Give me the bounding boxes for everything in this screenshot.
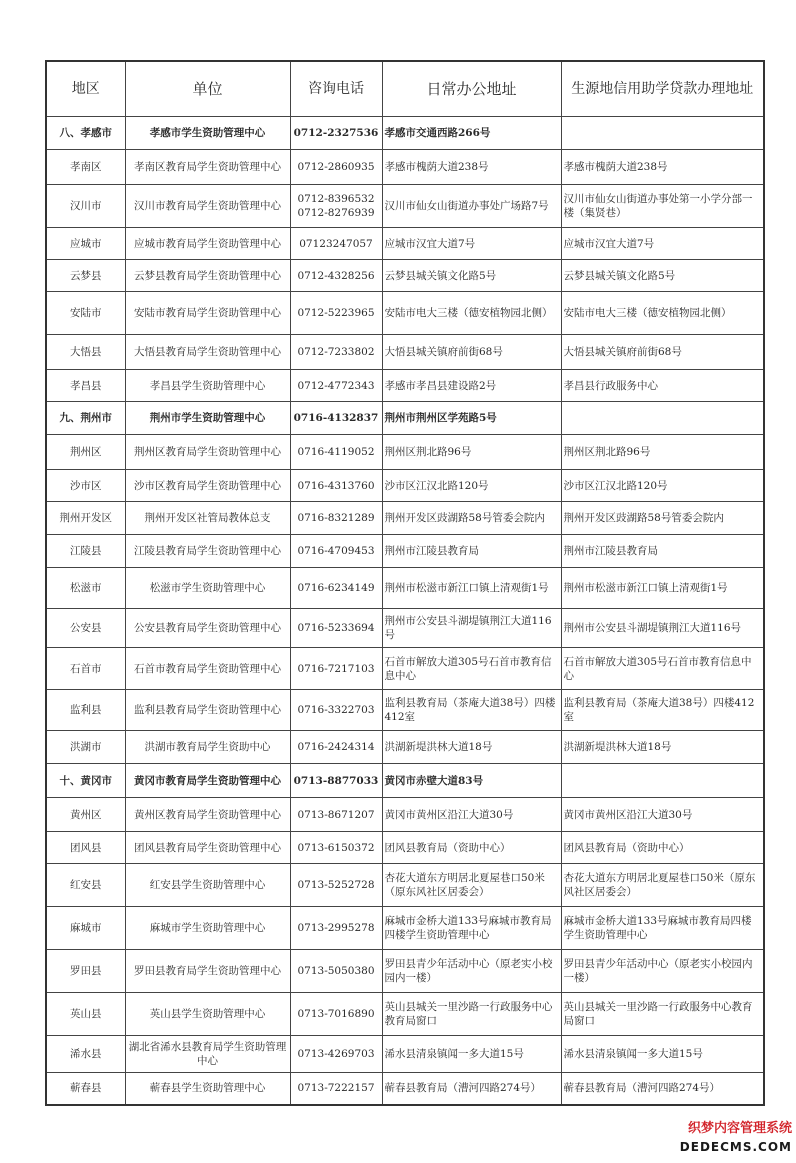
office-address-cell: 孝感市孝昌县建设路2号 [382,370,561,402]
phone-cell: 0716-8321289 [290,502,382,535]
unit-cell: 沙市区教育局学生资助管理中心 [125,470,290,502]
city-row [46,764,764,798]
region-cell: 大悟县 [46,335,125,370]
phone-cell: 0716-4132837 [290,402,382,435]
region-cell: 云梦县 [46,260,125,292]
loan-address-cell: 监利县教育局（茶庵大道38号）四楼412室 [561,690,764,731]
loan-address-cell: 荆州市松滋市新江口镇上清观街1号 [561,568,764,609]
phone-cell: 0713-4269703 [290,1036,382,1073]
phone-cell: 0712-5223965 [290,292,382,335]
loan-address-cell: 安陆市电大三楼（德安植物园北侧） [561,292,764,335]
table-row [46,648,764,690]
table-row [46,993,764,1036]
office-address-cell: 安陆市电大三楼（德安植物园北侧） [382,292,561,335]
unit-cell: 石首市教育局学生资助管理中心 [125,648,290,690]
header-phone: 咨询电话 [290,61,382,117]
unit-cell: 蕲春县学生资助管理中心 [125,1073,290,1105]
region-cell: 罗田县 [46,950,125,993]
office-address-cell: 黄冈市赤壁大道83号 [382,764,561,798]
phone-cell: 0712-8396532 0712-8276939 [290,185,382,228]
unit-cell: 英山县学生资助管理中心 [125,993,290,1036]
table-row [46,260,764,292]
office-address-cell: 大悟县城关镇府前街68号 [382,335,561,370]
office-address-cell: 团风县教育局（资助中心） [382,832,561,864]
unit-cell: 大悟县教育局学生资助管理中心 [125,335,290,370]
loan-address-cell [561,117,764,150]
phone-cell: 0713-7016890 [290,993,382,1036]
loan-address-cell: 云梦县城关镇文化路5号 [561,260,764,292]
region-cell: 蕲春县 [46,1073,125,1105]
phone-cell: 0716-6234149 [290,568,382,609]
table-row [46,690,764,731]
region-cell: 九、荆州市 [46,402,125,435]
region-cell: 洪湖市 [46,731,125,764]
region-cell: 孝南区 [46,150,125,185]
phone-cell: 0712-4328256 [290,260,382,292]
loan-address-cell: 杏花大道东方明居北夏屋巷口50米（原东风社区居委会） [561,864,764,907]
office-address-cell: 罗田县青少年活动中心（原老实小校园内一楼） [382,950,561,993]
unit-cell: 黄冈市教育局学生资助管理中心 [125,764,290,798]
loan-address-cell: 应城市汉宜大道7号 [561,228,764,260]
loan-address-cell: 荆州开发区豉湖路58号管委会院内 [561,502,764,535]
phone-cell: 0716-5233694 [290,609,382,648]
office-address-cell: 沙市区江汉北路120号 [382,470,561,502]
loan-address-cell [561,402,764,435]
office-address-cell: 石首市解放大道305号石首市教育信息中心 [382,648,561,690]
city-row [46,117,764,150]
table-row [46,609,764,648]
region-cell: 安陆市 [46,292,125,335]
table-row [46,950,764,993]
unit-cell: 荆州区教育局学生资助管理中心 [125,435,290,470]
header-unit: 单位 [125,61,290,117]
phone-cell: 0713-2995278 [290,907,382,950]
table-row [46,798,764,832]
loan-address-cell: 浠水县清泉镇闻一多大道15号 [561,1036,764,1073]
region-cell: 黄州区 [46,798,125,832]
office-address-cell: 应城市汉宜大道7号 [382,228,561,260]
unit-cell: 孝南区教育局学生资助管理中心 [125,150,290,185]
loan-address-cell: 团风县教育局（资助中心） [561,832,764,864]
unit-cell: 汉川市教育局学生资助管理中心 [125,185,290,228]
table-row [46,150,764,185]
table-row [46,535,764,568]
region-cell: 红安县 [46,864,125,907]
region-cell: 麻城市 [46,907,125,950]
office-address-cell: 浠水县清泉镇闻一多大道15号 [382,1036,561,1073]
unit-cell: 麻城市学生资助管理中心 [125,907,290,950]
unit-cell: 松滋市学生资助管理中心 [125,568,290,609]
table-row [46,502,764,535]
loan-address-cell: 石首市解放大道305号石首市教育信息中心 [561,648,764,690]
region-cell: 英山县 [46,993,125,1036]
loan-address-cell: 蕲春县教育局（漕河四路274号） [561,1073,764,1105]
region-cell: 十、黄冈市 [46,764,125,798]
table-row [46,864,764,907]
office-address-cell: 汉川市仙女山街道办事处广场路7号 [382,185,561,228]
city-row [46,402,764,435]
phone-cell: 0713-7222157 [290,1073,382,1105]
phone-cell: 0713-5252728 [290,864,382,907]
table-row [46,370,764,402]
table-row [46,731,764,764]
unit-cell: 应城市教育局学生资助管理中心 [125,228,290,260]
region-cell: 荆州区 [46,435,125,470]
office-address-cell: 监利县教育局（茶庵大道38号）四楼412室 [382,690,561,731]
table-row [46,1036,764,1073]
office-address-cell: 蕲春县教育局（漕河四路274号） [382,1073,561,1105]
dedecms-watermark [664,1119,792,1159]
region-cell: 汉川市 [46,185,125,228]
region-cell: 荆州开发区 [46,502,125,535]
unit-cell: 洪湖市教育局学生资助中心 [125,731,290,764]
loan-address-cell: 洪湖新堤洪林大道18号 [561,731,764,764]
unit-cell: 孝感市学生资助管理中心 [125,117,290,150]
table-row [46,435,764,470]
unit-cell: 荆州市学生资助管理中心 [125,402,290,435]
office-address-cell: 杏花大道东方明居北夏屋巷口50米（原东风社区居委会） [382,864,561,907]
loan-address-cell: 荆州市江陵县教育局 [561,535,764,568]
loan-address-cell: 黄冈市黄州区沿江大道30号 [561,798,764,832]
office-address-cell: 荆州开发区豉湖路58号管委会院内 [382,502,561,535]
loan-address-cell: 沙市区江汉北路120号 [561,470,764,502]
unit-cell: 云梦县教育局学生资助管理中心 [125,260,290,292]
office-address-cell: 荆州市荆州区学苑路5号 [382,402,561,435]
phone-cell: 0716-4709453 [290,535,382,568]
office-address-cell: 云梦县城关镇文化路5号 [382,260,561,292]
table-row [46,185,764,228]
office-address-cell: 荆州市公安县斗湖堤镇荆江大道116号 [382,609,561,648]
phone-cell: 0716-4119052 [290,435,382,470]
region-cell: 公安县 [46,609,125,648]
unit-cell: 江陵县教育局学生资助管理中心 [125,535,290,568]
region-cell: 石首市 [46,648,125,690]
phone-cell: 0716-7217103 [290,648,382,690]
header-office-address: 日常办公地址 [382,61,561,117]
office-address-cell: 孝感市槐荫大道238号 [382,150,561,185]
loan-address-cell: 汉川市仙女山街道办事处第一小学分部一楼（集贤巷） [561,185,764,228]
unit-cell: 罗田县教育局学生资助管理中心 [125,950,290,993]
table-row [46,470,764,502]
phone-cell: 0713-8671207 [290,798,382,832]
phone-cell: 0716-4313760 [290,470,382,502]
phone-cell: 0712-4772343 [290,370,382,402]
unit-cell: 红安县学生资助管理中心 [125,864,290,907]
office-address-cell: 荆州市江陵县教育局 [382,535,561,568]
region-cell: 监利县 [46,690,125,731]
loan-address-cell: 荆州区荆北路96号 [561,435,764,470]
table-row [46,335,764,370]
table-row [46,832,764,864]
loan-address-cell: 大悟县城关镇府前街68号 [561,335,764,370]
unit-cell: 荆州开发区社管局教体总支 [125,502,290,535]
office-address-cell: 孝感市交通西路266号 [382,117,561,150]
table-row [46,1073,764,1105]
unit-cell: 安陆市教育局学生资助管理中心 [125,292,290,335]
region-cell: 八、孝感市 [46,117,125,150]
unit-cell: 黄州区教育局学生资助管理中心 [125,798,290,832]
phone-cell: 0716-2424314 [290,731,382,764]
region-cell: 孝昌县 [46,370,125,402]
unit-cell: 监利县教育局学生资助管理中心 [125,690,290,731]
loan-address-cell: 孝感市槐荫大道238号 [561,150,764,185]
phone-cell: 0712-2327536 [290,117,382,150]
header-region: 地区 [46,61,125,117]
table-row [46,292,764,335]
office-address-cell: 英山县城关一里沙路一行政服务中心教育局窗口 [382,993,561,1036]
region-cell: 浠水县 [46,1036,125,1073]
unit-cell: 孝昌县学生资助管理中心 [125,370,290,402]
phone-cell: 0712-2860935 [290,150,382,185]
loan-address-cell: 罗田县青少年活动中心（原老实小校园内一楼） [561,950,764,993]
table-body [46,117,764,1105]
phone-cell: 0713-6150372 [290,832,382,864]
phone-cell: 0713-8877033 [290,764,382,798]
student-aid-contact-table [45,60,765,1106]
region-cell: 江陵县 [46,535,125,568]
table-row [46,568,764,609]
office-address-cell: 荆州市松滋市新江口镇上清观街1号 [382,568,561,609]
phone-cell: 0712-7233802 [290,335,382,370]
phone-cell: 07123247057 [290,228,382,260]
header-loan-address: 生源地信用助学贷款办理地址 [561,61,764,117]
table-row [46,228,764,260]
phone-cell: 0716-3322703 [290,690,382,731]
office-address-cell: 黄冈市黄州区沿江大道30号 [382,798,561,832]
office-address-cell: 麻城市金桥大道133号麻城市教育局四楼学生资助管理中心 [382,907,561,950]
table-row [46,907,764,950]
region-cell: 团风县 [46,832,125,864]
phone-cell: 0713-5050380 [290,950,382,993]
loan-address-cell: 麻城市金桥大道133号麻城市教育局四楼学生资助管理中心 [561,907,764,950]
loan-address-cell: 英山县城关一里沙路一行政服务中心教育局窗口 [561,993,764,1036]
region-cell: 松滋市 [46,568,125,609]
region-cell: 应城市 [46,228,125,260]
watermark-title: 织梦内容管理系统 [687,1121,792,1136]
unit-cell: 湖北省浠水县教育局学生资助管理中心 [125,1036,290,1073]
unit-cell: 团风县教育局学生资助管理中心 [125,832,290,864]
unit-cell: 公安县教育局学生资助管理中心 [125,609,290,648]
office-address-cell: 荆州区荆北路96号 [382,435,561,470]
loan-address-cell: 孝昌县行政服务中心 [561,370,764,402]
table-header-row [46,61,764,117]
loan-address-cell: 荆州市公安县斗湖堤镇荆江大道116号 [561,609,764,648]
office-address-cell: 洪湖新堤洪林大道18号 [382,731,561,764]
loan-address-cell [561,764,764,798]
region-cell: 沙市区 [46,470,125,502]
watermark-domain: DEDECMS.COM [679,1140,792,1154]
